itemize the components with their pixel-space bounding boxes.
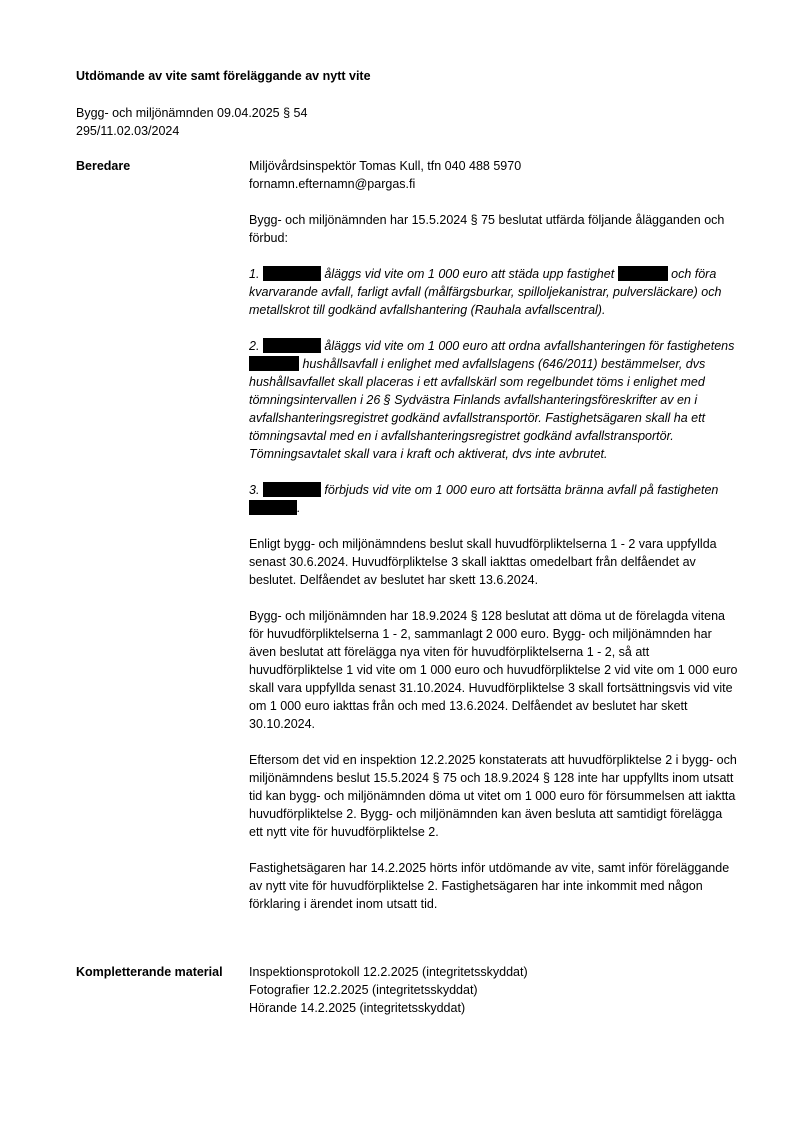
redacted-name — [263, 482, 321, 497]
order-item-2 — [249, 337, 739, 463]
redacted-property — [618, 266, 668, 281]
order-item-1 — [249, 265, 739, 319]
penalty-paragraph: Bygg- och miljönämnden har 18.9.2024 § 128 beslutat att döma ut de förelagda vitena för huvudförpliktelserna 1 - 2, sammanlagt 2 000 euro. Bygg- och miljönämnden har även beslutat att förelägga nya viten för huvudförpliktelserna 1 - 2, så att huvudförpliktelse 1 vid vite om 1 000 euro och huvudförpliktelse 2 vid vite om 1 000 euro skall vara uppfyllda senast 31.10.2024. Huvudförpliktelse 3 skall fortsättningsvis vid vite om 1 000 euro iakttas från och med 13.6.2024. Delfåendet av beslutet har skett 30.10.2024. — [249, 609, 738, 731]
order-item-1-text-b: och föra kvarvarande avfall, farligt avfall (målfärgsburkar, spilloljekanistrar, pulversläckare) och metallskrot till godkänd avfallshantering (Rauhala avfallscentral). — [249, 267, 722, 317]
material-item: Hörande 14.2.2025 (integritetsskyddat) — [249, 1001, 466, 1015]
case-number: 295/11.02.03/2024 — [76, 124, 180, 138]
material-item: Inspektionsprotokoll 12.2.2025 (integritetsskyddat) — [249, 965, 528, 979]
material-list — [249, 963, 739, 1017]
redacted-property — [249, 356, 299, 371]
order-item-3-text-b: . — [297, 501, 301, 515]
order-item-3-text-a: förbjuds vid vite om 1 000 euro att fortsätta bränna avfall på fastigheten — [320, 483, 719, 497]
order-item-1-text-a: åläggs vid vite om 1 000 euro att städa upp fastighet — [320, 267, 618, 281]
order-item-3 — [249, 481, 739, 517]
order-item-3-number: 3. — [249, 483, 260, 497]
material-label: Kompletterande material — [76, 965, 223, 979]
order-item-2-number: 2. — [249, 339, 260, 353]
beredare-label: Beredare — [76, 159, 131, 173]
redacted-property — [249, 500, 297, 515]
order-item-2-text-a: åläggs vid vite om 1 000 euro att ordna avfallshanteringen för fastighetens — [320, 339, 735, 353]
meeting-reference — [76, 104, 307, 140]
redacted-name — [263, 338, 321, 353]
deadline-paragraph: Enligt bygg- och miljönämndens beslut skall huvudförpliktelserna 1 - 2 vara uppfyllda senast 30.6.2024. Huvudförpliktelse 3 skall iakttas omedelbart från delfåendet av beslutet. Delfåendet av beslutet har skett 13.6.2024. — [249, 537, 717, 587]
hearing-paragraph: Fastighetsägaren har 14.2.2025 hörts inför utdömande av vite, samt inför föreläggande av nytt vite för huvudförpliktelse 2. Fastighetsägaren har inte inkommit med någon förklaring i ärendet inom utsatt tid. — [249, 861, 730, 911]
order-item-2-text-b: hushållsavfall i enlighet med avfallslagens (646/2011) bestämmelser, dvs hushållsavfallet skall placeras i ett avfallskärl som regelbundet töms i enlighet med tömningsintervallen i 26 § Sydvästra Finlands avfallshanteringsföreskrifter av en i avfallshanteringsregistret godkänd avfallstransportör. Fastighetsägaren skall ha ett tömningsavtal med en i avfallshanteringsregistret godkänd avfallstransportör. Tömningsavtalet skall vara i kraft och aktiverat, dvs inte avbrutet. — [249, 357, 706, 461]
document-title: Utdömande av vite samt föreläggande av nytt vite — [76, 69, 371, 83]
intro-paragraph: Bygg- och miljönämnden har 15.5.2024 § 75 beslutat utfärda följande ålägganden och förbud: — [249, 213, 725, 245]
redacted-name — [263, 266, 321, 281]
meeting-line: Bygg- och miljönämnden 09.04.2025 § 54 — [76, 106, 308, 120]
beredare-content — [249, 157, 739, 931]
inspection-paragraph: Eftersom det vid en inspektion 12.2.2025 konstaterats att huvudförpliktelse 2 i bygg- och miljönämndens beslut 15.5.2024 § 75 och 18.9.2024 § 128 inte har uppfyllts inom utsatt tid kan bygg- och miljönämnden döma ut vitet om 1 000 euro för försummelsen att iaktta huvudförpliktelse 2. Bygg- och miljönämnden kan även besluta att samtidigt förelägga ett nytt vite för huvudförpliktelse 2. — [249, 753, 737, 839]
order-item-1-number: 1. — [249, 267, 260, 281]
preparer-name: Miljövårdsinspektör Tomas Kull, tfn 040 488 5970 — [249, 159, 522, 173]
preparer-email: fornamn.efternamn@pargas.fi — [249, 177, 416, 191]
material-item: Fotografier 12.2.2025 (integritetsskyddat) — [249, 983, 478, 997]
